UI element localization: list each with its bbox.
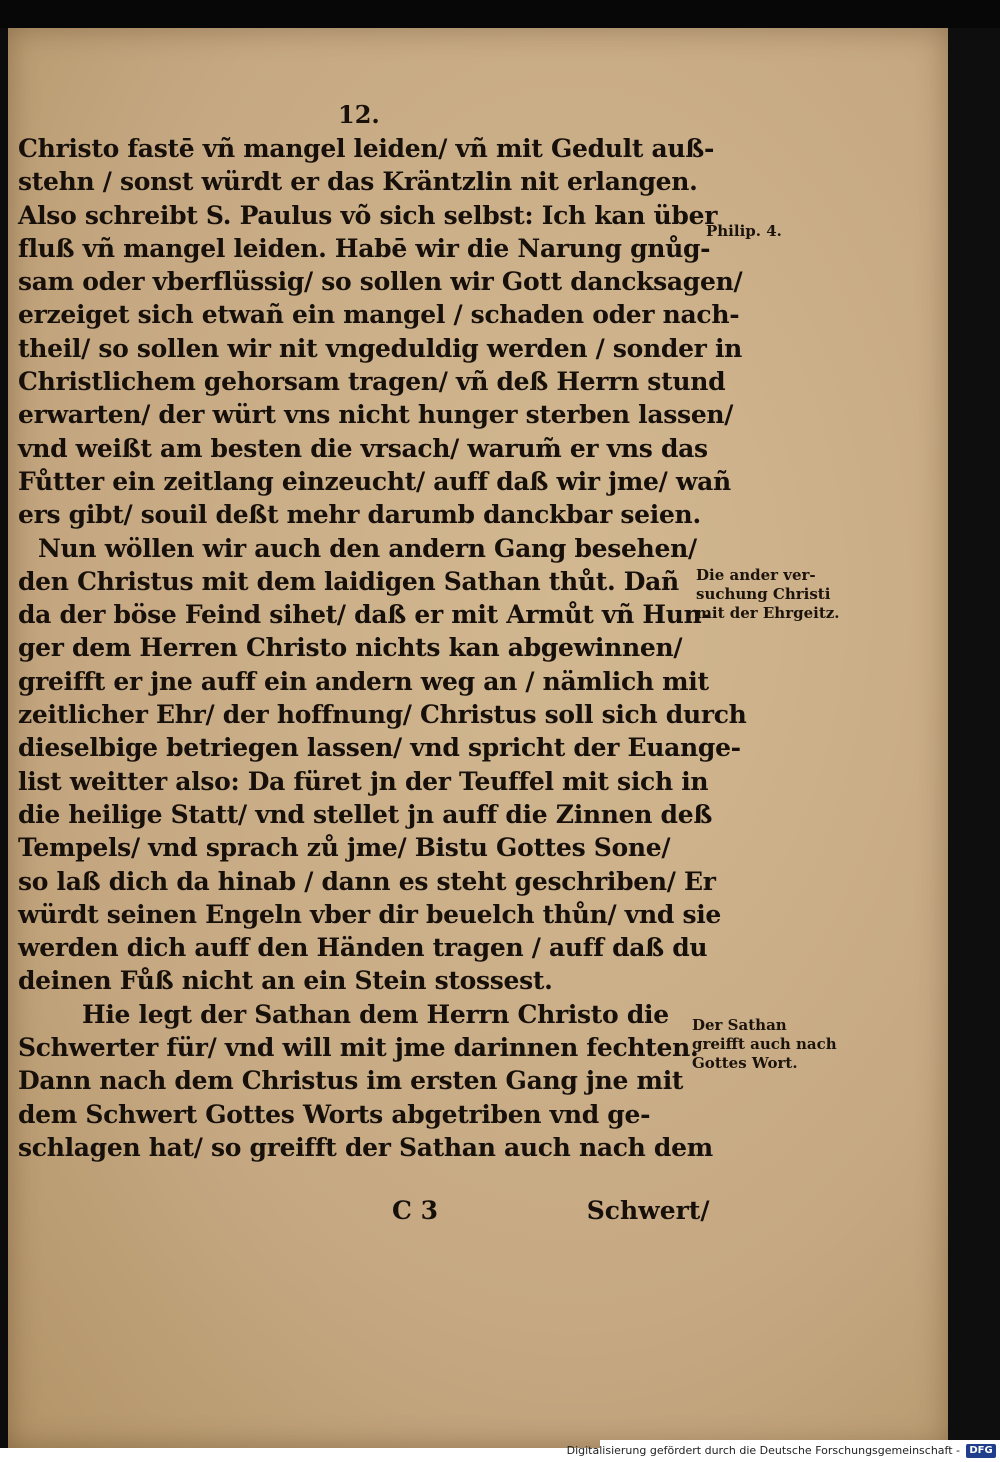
text-line: Nun wöllen wir auch den andern Gang besehen/ (38, 533, 697, 563)
text-line: dieselbige betriegen lassen/ vnd spricht der Euange- (18, 733, 741, 763)
footer-strip (0, 1448, 600, 1462)
signature-line (392, 1196, 709, 1225)
text-line: erwarten/ der würt vns nicht hunger sterben lassen/ (18, 400, 734, 430)
marginal-note-line: suchung Christi (696, 585, 831, 603)
text-line: Hie legt der Sathan dem Herrn Christo die (82, 999, 669, 1029)
marginal-note-line: mit der Ehrgeitz. (696, 604, 840, 622)
text-line: so laß dich da hinab / dann es steht geschriben/ Er (18, 866, 716, 896)
marginal-note-satan (692, 1016, 837, 1073)
text-line: theil/ so sollen wir nit vngeduldig werden / sonder in (18, 333, 743, 363)
page-number: 12. (338, 100, 380, 129)
footer-text: Digitalisierung gefördert durch die Deutsche Forschungsgemeinschaft - (566, 1444, 960, 1457)
text-line: erzeiget sich etwañ ein mangel / schaden oder nach- (18, 300, 740, 330)
scan-top-edge (0, 0, 1000, 28)
text-line: deinen Fůß nicht an ein Stein stossest. (18, 966, 553, 996)
text-line: würdt seinen Engeln vber dir beuelch thůn/ vnd sie (18, 899, 722, 929)
text-line: dem Schwert Gottes Worts abgetriben vnd ge- (18, 1099, 651, 1129)
text-line: greifft er jne auff ein andern weg an / nämlich mit (18, 666, 709, 696)
marginal-note-philip (706, 222, 782, 241)
marginal-note-line: Gottes Wort. (692, 1054, 798, 1072)
text-line: zeitlicher Ehr/ der hoffnung/ Christus soll sich durch (18, 700, 747, 730)
text-line: fluß vñ mangel leiden. Habē wir die Narung gnůg- (18, 233, 711, 263)
text-line: Also schreibt S. Paulus võ sich selbst: Ich kan über (18, 200, 718, 230)
text-line: Christo fastē vñ mangel leiden/ vñ mit Gedult auß- (18, 134, 715, 163)
catchword: Schwert/ (586, 1196, 710, 1225)
marginal-note-line: Die ander ver- (696, 566, 816, 584)
text-line: vnd weißt am besten die vrsach/ warum̃ er vns das (18, 433, 708, 463)
marginal-note-line: greifft auch nach (692, 1035, 837, 1053)
text-line: die heilige Statt/ vnd stellet jn auff die Zinnen deß (18, 799, 713, 829)
text-line: Tempels/ vnd sprach zů jme/ Bistu Gottes Sone/ (18, 833, 671, 863)
text-line: ers gibt/ souil deßt mehr darumb danckbar seien. (18, 500, 701, 530)
text-line: Schwerter für/ vnd will mit jme darinnen fechten. (18, 1033, 699, 1063)
marginal-note-line: Der Sathan (692, 1016, 787, 1034)
marginal-note-text: Philip. 4. (706, 222, 782, 240)
dfg-logo: DFG (966, 1444, 996, 1458)
marginal-note-second-temptation (696, 566, 840, 623)
dfg-footer (566, 1440, 1000, 1462)
text-line: sam oder vberflüssig/ so sollen wir Gott dancksagen/ (18, 267, 743, 297)
text-line: den Christus mit dem laidigen Sathan thůt. Dañ (18, 566, 679, 596)
signature-mark: C 3 (392, 1196, 438, 1225)
text-line: da der böse Feind sihet/ daß er mit Armůt vñ Hun- (18, 600, 712, 630)
text-line: Dann nach dem Christus im ersten Gang jne mit (18, 1066, 684, 1096)
text-line: Fůtter ein zeitlang einzeucht/ auff daß wir jme/ wañ (18, 466, 731, 496)
text-line: stehn / sonst würdt er das Kräntzlin nit erlangen. (18, 167, 698, 197)
text-line: werden dich auff den Händen tragen / auff daß du (18, 933, 708, 963)
text-line: list weitter also: Da füret jn der Teuffel mit sich in (18, 766, 709, 796)
scan-right-edge (948, 28, 1000, 1448)
text-line: schlagen hat/ so greifft der Sathan auch nach dem (18, 1132, 713, 1162)
text-line: Christlichem gehorsam tragen/ vñ deß Herrn stund (18, 367, 726, 397)
text-line: ger dem Herren Christo nichts kan abgewinnen/ (18, 633, 683, 663)
